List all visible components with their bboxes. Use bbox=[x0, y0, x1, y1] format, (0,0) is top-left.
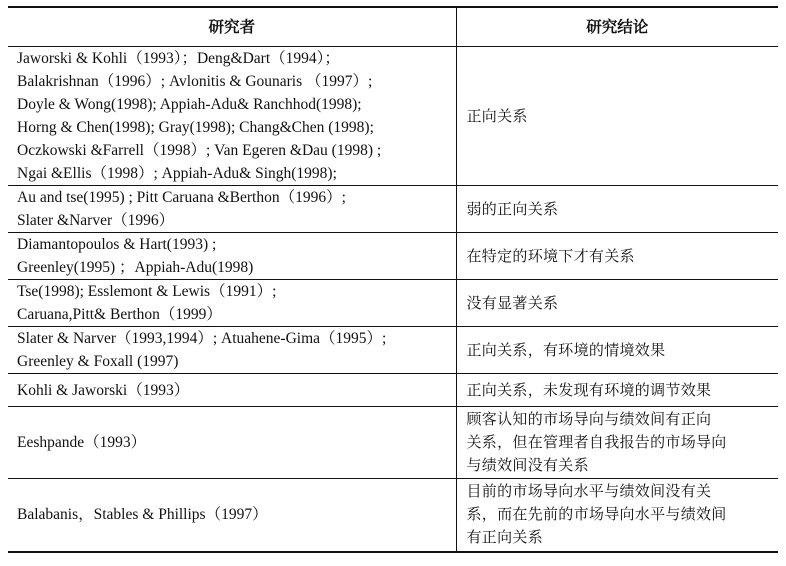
researcher-line: Diamantopoulos & Hart(1993) ; bbox=[17, 236, 217, 253]
conclusion-line: 弱的正向关系 bbox=[466, 199, 559, 218]
table-row bbox=[8, 407, 778, 479]
conclusion-cell bbox=[456, 186, 778, 233]
researcher-line: Oczkowski &Farrell（1998）; Van Egeren &Dau (1998) ; bbox=[17, 142, 382, 159]
researcher-line: Balakrishnan（1996）; Avlonitis & Gounaris （1997）; bbox=[17, 73, 373, 90]
research-table bbox=[8, 6, 778, 553]
researchers-cell bbox=[8, 479, 456, 552]
researcher-line: Horng & Chen(1998); Gray(1998); Chang&Chen (1998); bbox=[17, 119, 374, 136]
researchers-cell bbox=[8, 280, 456, 327]
conclusion-cell bbox=[456, 479, 778, 552]
researchers-cell bbox=[8, 47, 456, 186]
researchers-cell bbox=[8, 233, 456, 280]
table-row bbox=[8, 233, 778, 280]
researchers-cell bbox=[8, 374, 456, 407]
table-row bbox=[8, 47, 778, 186]
table-container bbox=[8, 6, 778, 553]
table-row bbox=[8, 186, 778, 233]
table-header-row bbox=[8, 7, 778, 47]
conclusion-line: 没有显著关系 bbox=[466, 293, 559, 312]
researchers-cell bbox=[8, 186, 456, 233]
table-row bbox=[8, 327, 778, 374]
header-conclusion: 研究结论 bbox=[586, 17, 649, 36]
conclusion-line: 顾客认知的市场导向与绩效间有正向 bbox=[466, 410, 712, 428]
conclusion-cell bbox=[456, 407, 778, 479]
conclusion-cell bbox=[456, 327, 778, 374]
conclusion-cell bbox=[456, 280, 778, 327]
researcher-line: Jaworski & Kohli（1993）；Deng&Dart（1994）； bbox=[17, 50, 340, 67]
table-row bbox=[8, 280, 778, 327]
researchers-cell bbox=[8, 327, 456, 374]
researcher-line: Ngai &Ellis（1998）; Appiah-Adu& Singh(1998); bbox=[17, 165, 337, 182]
conclusion-line: 目前的市场导向水平与绩效间没有关 bbox=[466, 482, 712, 501]
conclusion-cell bbox=[456, 374, 778, 407]
researcher-line: Greenley(1995) ；Appiah-Adu(1998) bbox=[17, 259, 254, 276]
researchers-cell bbox=[8, 407, 456, 479]
table-row bbox=[8, 479, 778, 552]
researcher-line: Doyle & Wong(1998); Appiah-Adu& Ranchhod(1998); bbox=[17, 96, 362, 113]
table-row bbox=[8, 374, 778, 407]
researcher-line: Greenley & Foxall (1997) bbox=[17, 353, 179, 370]
conclusion-line: 系，而在先前的市场导向水平与绩效间 bbox=[466, 505, 727, 524]
researcher-line: Tse(1998); Esslemont & Lewis（1991）; bbox=[17, 283, 277, 300]
conclusion-line: 与绩效间没有关系 bbox=[466, 456, 589, 474]
conclusion-cell bbox=[456, 47, 778, 186]
conclusion-line: 正向关系 bbox=[466, 106, 528, 125]
researcher-line: Caruana,Pitt& Berthon（1999） bbox=[17, 306, 222, 323]
conclusion-line: 正向关系，未发现有环境的调节效果 bbox=[466, 380, 712, 399]
researcher-line: Slater & Narver（1993,1994）; Atuahene-Gima（1995）; bbox=[17, 330, 387, 347]
researcher-line: Kohli & Jaworski（1993） bbox=[17, 381, 190, 399]
conclusion-cell bbox=[456, 233, 778, 280]
researcher-line: Eeshpande（1993） bbox=[17, 434, 147, 451]
researcher-line: Au and tse(1995) ; Pitt Caruana &Berthon（1996）; bbox=[17, 189, 346, 206]
researcher-line: Balabanis，Stables & Phillips（1997） bbox=[17, 506, 268, 524]
researcher-line: Slater &Narver（1996） bbox=[17, 212, 175, 229]
conclusion-line: 在特定的环境下才有关系 bbox=[466, 246, 635, 265]
conclusion-line: 关系，但在管理者自我报告的市场导向 bbox=[466, 433, 727, 451]
conclusion-line: 有正向关系 bbox=[466, 528, 544, 547]
conclusion-line: 正向关系，有环境的情境效果 bbox=[466, 340, 666, 359]
header-researcher: 研究者 bbox=[8, 7, 456, 47]
table-body bbox=[8, 47, 778, 552]
